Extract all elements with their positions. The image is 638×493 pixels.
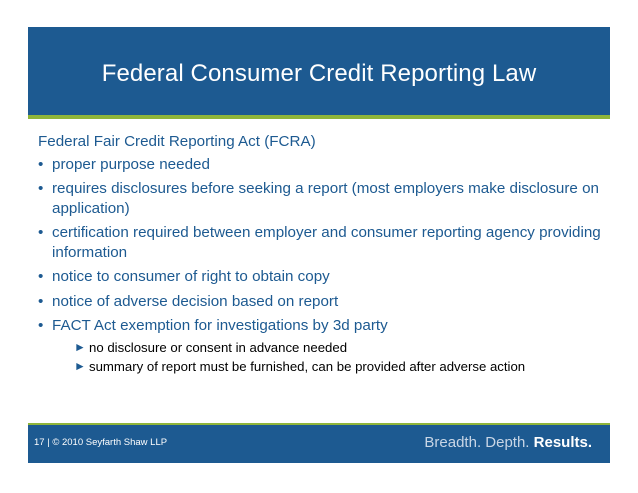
- slide-body: [38, 132, 603, 381]
- footer-info: [34, 437, 167, 448]
- tagline-bold: Results.: [533, 434, 592, 451]
- bullet-list: [38, 155, 603, 376]
- arrow-right-icon: ►: [74, 358, 86, 373]
- bullet-text: FACT Act exemption for investigations by 3d party: [52, 317, 388, 334]
- bullet-text: requires disclosures before seeking a report (most employers make disclosure on application): [52, 180, 599, 217]
- bullet-item: [38, 292, 603, 312]
- bullet-icon: •: [38, 268, 44, 285]
- slide: [28, 27, 610, 463]
- arrow-right-icon: ►: [74, 339, 86, 354]
- bullet-icon: •: [38, 292, 44, 310]
- bullet-item: [38, 316, 603, 376]
- sub-bullet-list: [52, 338, 603, 376]
- page-number: 17: [34, 437, 45, 448]
- title-bar: [28, 27, 610, 119]
- bullet-icon: •: [38, 155, 44, 173]
- footer-tagline: [424, 434, 592, 451]
- bullet-icon: •: [38, 224, 44, 241]
- sub-bullet-text: no disclosure or consent in advance needed: [89, 339, 348, 355]
- sub-bullet-item: [74, 338, 603, 357]
- bullet-item: [38, 223, 603, 262]
- bullet-icon: •: [38, 180, 44, 197]
- bullet-icon: •: [38, 317, 44, 334]
- copyright-text: © 2010 Seyfarth Shaw LLP: [52, 437, 168, 448]
- bullet-text: certification required between employer and consumer reporting agency providing information: [52, 224, 601, 261]
- slide-title: Federal Consumer Credit Reporting Law: [101, 60, 537, 87]
- bullet-item: [38, 267, 603, 287]
- bullet-text: notice of adverse decision based on report: [52, 292, 339, 310]
- footer-separator: |: [47, 437, 50, 448]
- bullet-text: notice to consumer of right to obtain copy: [52, 268, 330, 285]
- intro-line: Federal Fair Credit Reporting Act (FCRA): [38, 133, 316, 150]
- bullet-item: [38, 155, 603, 175]
- sub-bullet-text: summary of report must be furnished, can be provided after adverse action: [89, 358, 526, 374]
- sub-bullet-item: [74, 357, 603, 376]
- bullet-item: [38, 179, 603, 218]
- bullet-text: proper purpose needed: [52, 155, 210, 173]
- tagline-prefix: Breadth. Depth.: [424, 434, 534, 451]
- footer-bar: [28, 423, 610, 463]
